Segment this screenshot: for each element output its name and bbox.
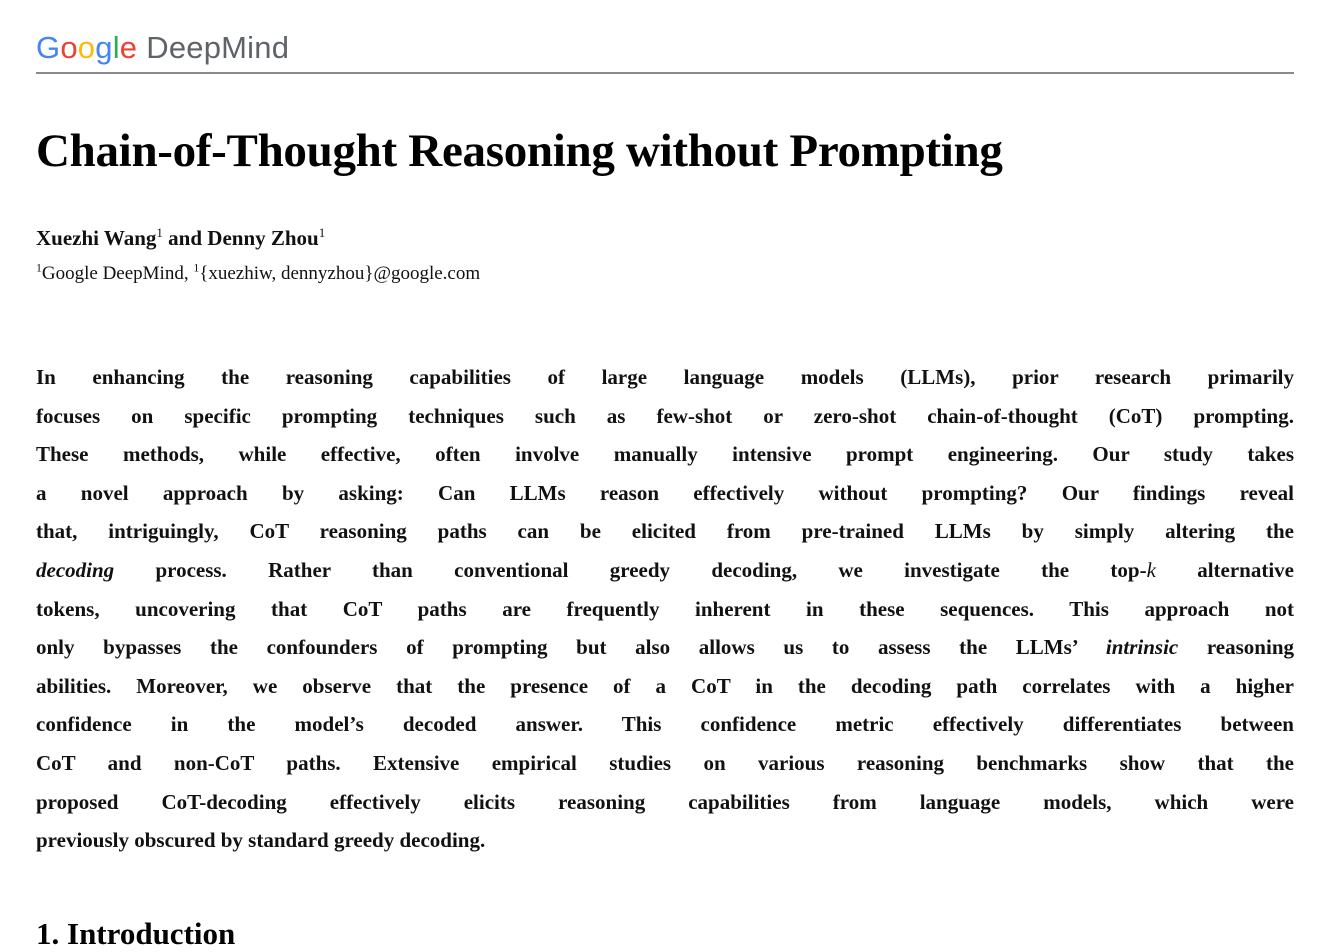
abstract-line: abilities. Moreover, we observe that the presence of a CoT in the decoding path correlates with a higher: [36, 673, 1294, 698]
header-divider: [36, 72, 1294, 74]
abstract-line: that, intriguingly, CoT reasoning paths can be elicited from pre-trained LLMs by simply altering the: [36, 519, 1294, 544]
abstract-line: a novel approach by asking: Can LLMs reason effectively without prompting? Our findings reveal: [36, 480, 1294, 505]
logo-letter: l: [112, 30, 120, 65]
abstract-line: confidence in the model’s decoded answer. This confidence metric effectively differentiates between: [36, 712, 1294, 737]
abstract-text: [36, 358, 1294, 860]
deepmind-wordmark: DeepMind: [146, 30, 290, 65]
google-deepmind-logo: [36, 30, 289, 66]
affiliation-line: $^1$Google DeepMind, $^1${xuezhiw, dennyzhou}@google.com: [36, 261, 481, 284]
section-heading-introduction: 1. Introduction: [36, 916, 236, 951]
google-wordmark: [36, 30, 137, 65]
abstract-line: These methods, while effective, often involve manually intensive prompt engineering. Our study takes: [36, 442, 1294, 467]
abstract-line: CoT and non-CoT paths. Extensive empirical studies on various reasoning benchmarks show that the: [36, 750, 1294, 775]
logo-letter: o: [77, 30, 96, 65]
paper-title: Chain-of-Thought Reasoning without Prompting: [36, 125, 1003, 177]
abstract-line: focuses on specific prompting techniques such as few-shot or zero-shot chain-of-thought (CoT) prompting.: [36, 403, 1294, 428]
abstract-line: tokens, uncovering that CoT paths are frequently inherent in these sequences. This approach not: [36, 596, 1294, 621]
abstract-line: proposed CoT-decoding effectively elicits reasoning capabilities from language models, which were: [36, 789, 1294, 814]
logo-letter: e: [119, 30, 138, 65]
logo-letter: G: [36, 30, 61, 65]
logo-letter: g: [95, 30, 113, 65]
abstract-line: decoding process. Rather than conventional greedy decoding, we investigate the top-k alternative: [36, 557, 1294, 582]
abstract-line: only bypasses the confounders of prompting but also allows us to assess the LLMs’ intrinsic reasoning: [36, 635, 1294, 660]
abstract-line: previously obscured by standard greedy decoding.: [36, 828, 486, 853]
authors-line: Xuezhi Wang$^1$ and Denny Zhou$^1$: [36, 225, 326, 250]
logo-letter: o: [60, 30, 78, 65]
abstract-line: In enhancing the reasoning capabilities of large language models (LLMs), prior research primarily: [36, 365, 1294, 389]
